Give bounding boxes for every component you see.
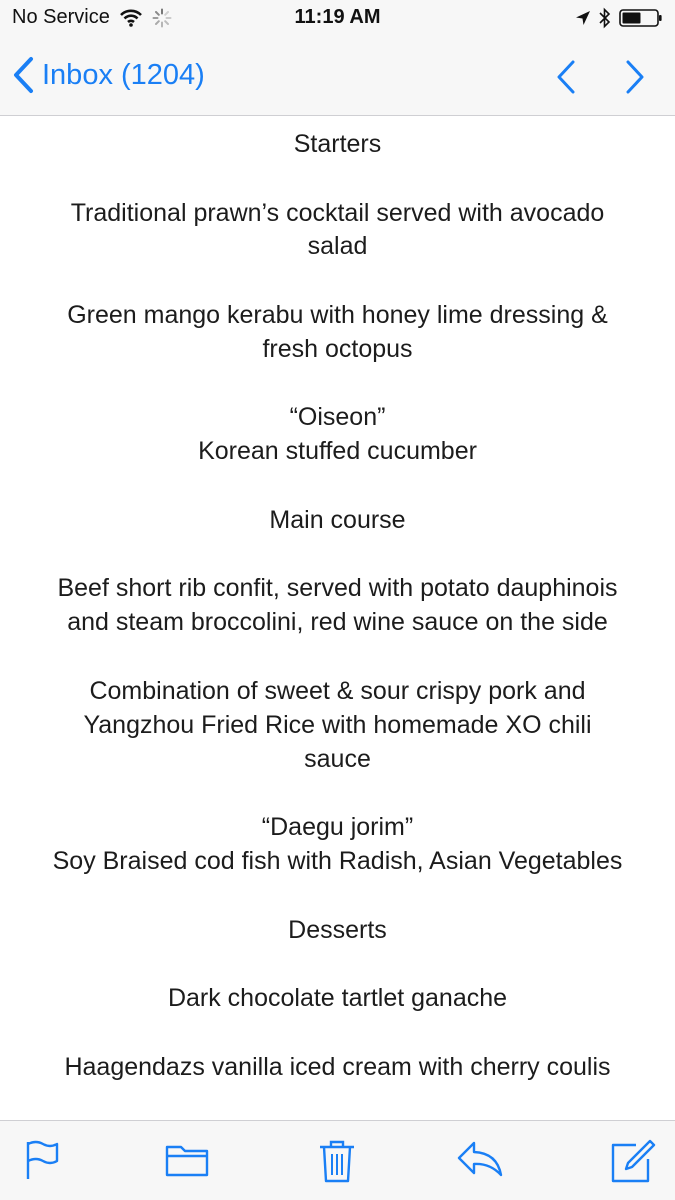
- status-bar: [0, 0, 675, 40]
- chevron-left-icon: [12, 56, 34, 94]
- menu-item-line: Haagendazs vanilla iced cream with cherry coulis: [64, 1053, 611, 1081]
- menu-item-line: “Oiseon”: [289, 403, 386, 431]
- menu-item-line: Soy Braised cod fish with Radish, Asian Vegetables: [52, 847, 623, 875]
- menu-item-line: Combination of sweet & sour crispy pork and: [89, 677, 586, 705]
- status-right: [567, 7, 663, 29]
- menu-item-line: and steam broccolini, red wine sauce on the side: [67, 608, 608, 636]
- section-heading-main-course: Main course: [269, 506, 406, 534]
- menu-item-line: Korean stuffed cucumber: [198, 437, 477, 465]
- back-label: Inbox (1204): [42, 58, 205, 91]
- bottom-toolbar: [0, 1120, 675, 1200]
- compose-button[interactable]: [610, 1139, 656, 1188]
- menu-item-line: Dark chocolate tartlet ganache: [167, 984, 508, 1012]
- location-arrow-icon: [575, 10, 591, 26]
- trash-button[interactable]: [318, 1139, 356, 1188]
- menu-item-line: “Daegu jorim”: [261, 813, 414, 841]
- back-to-inbox-button[interactable]: [12, 56, 205, 94]
- chevron-right-icon: [622, 58, 648, 96]
- carrier-label: No Service: [12, 6, 110, 28]
- folder-icon: [165, 1139, 209, 1179]
- previous-message-button[interactable]: [553, 58, 579, 101]
- next-message-button[interactable]: [622, 58, 648, 101]
- menu-item-line: Beef short rib confit, served with potato dauphinois: [57, 574, 618, 602]
- menu-item-line: sauce: [304, 745, 371, 773]
- flag-button[interactable]: [24, 1139, 60, 1186]
- navigation-bar: [0, 40, 675, 116]
- menu-item-line: Traditional prawn’s cocktail served with avocado: [70, 199, 605, 227]
- status-time: 11:19 AM: [294, 6, 381, 28]
- menu-item-line: salad: [307, 232, 368, 260]
- flag-icon: [24, 1139, 60, 1181]
- chevron-left-icon: [553, 58, 579, 96]
- reply-icon: [456, 1139, 504, 1179]
- bluetooth-icon: [599, 7, 611, 29]
- trash-icon: [318, 1139, 356, 1183]
- section-heading-starters: Starters: [293, 130, 382, 158]
- menu-item-line: Yangzhou Fried Rice with homemade XO chili: [83, 711, 592, 739]
- compose-icon: [610, 1139, 656, 1183]
- message-body: [0, 117, 675, 1120]
- battery-icon: [619, 8, 663, 28]
- move-to-folder-button[interactable]: [165, 1139, 209, 1184]
- section-heading-desserts: Desserts: [288, 916, 387, 944]
- menu-item-line: fresh octopus: [262, 335, 413, 363]
- reply-button[interactable]: [456, 1139, 504, 1184]
- menu-item-line: Green mango kerabu with honey lime dressing &: [67, 301, 608, 329]
